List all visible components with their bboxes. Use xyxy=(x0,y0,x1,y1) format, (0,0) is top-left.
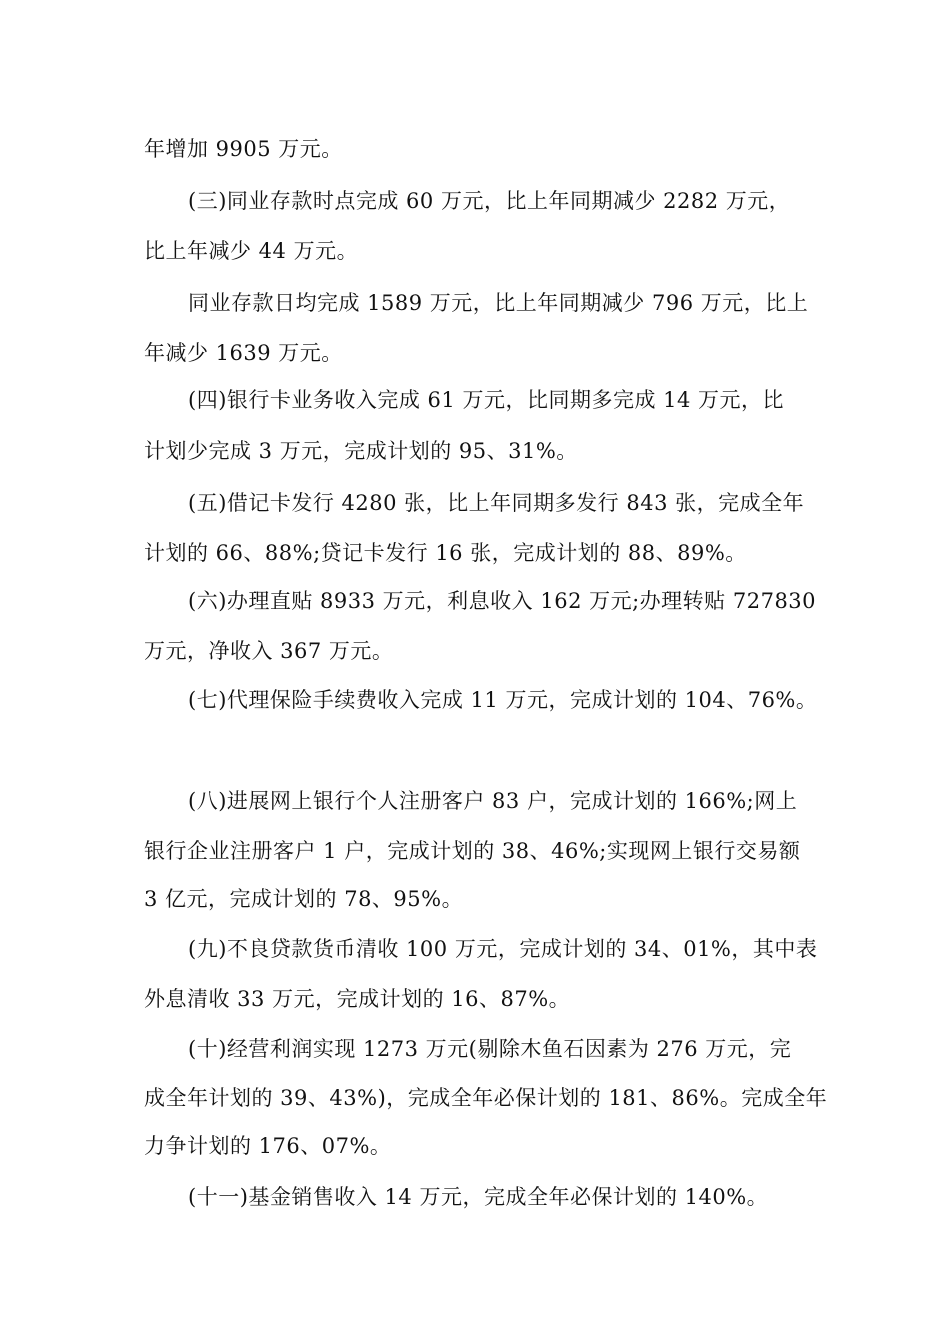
text-line: 力争计划的 176、07%。 xyxy=(144,1134,392,1158)
text-line: 年增加 9905 万元。 xyxy=(144,137,343,161)
text-line: (六)办理直贴 8933 万元，利息收入 162 万元;办理转贴 727830 xyxy=(188,589,817,613)
text-line: 外息清收 33 万元，完成计划的 16、87%。 xyxy=(144,987,571,1011)
text-line: (十一)基金销售收入 14 万元，完成全年必保计划的 140%。 xyxy=(188,1185,769,1209)
text-line: 计划少完成 3 万元，完成计划的 95、31%。 xyxy=(144,439,578,463)
text-line: 同业存款日均完成 1589 万元，比上年同期减少 796 万元，比上 xyxy=(188,291,809,315)
text-line: (五)借记卡发行 4280 张，比上年同期多发行 843 张，完成全年 xyxy=(188,491,805,515)
text-line: 万元，净收入 367 万元。 xyxy=(144,639,394,663)
text-line: (七)代理保险手续费收入完成 11 万元，完成计划的 104、76%。 xyxy=(188,688,818,712)
text-line: 3 亿元，完成计划的 78、95%。 xyxy=(144,887,464,911)
text-line: (四)银行卡业务收入完成 61 万元，比同期多完成 14 万元，比 xyxy=(188,388,785,412)
text-line: 成全年计划的 39、43%)，完成全年必保计划的 181、86%。完成全年 xyxy=(144,1086,828,1110)
text-line: (三)同业存款时点完成 60 万元，比上年同期减少 2282 万元， xyxy=(188,189,791,213)
text-line: 银行企业注册客户 1 户，完成计划的 38、46%;实现网上银行交易额 xyxy=(144,839,801,863)
text-line: (十)经营利润实现 1273 万元(剔除木鱼石因素为 276 万元，完 xyxy=(188,1037,792,1061)
text-line: (九)不良贷款货币清收 100 万元，完成计划的 34、01%，其中表 xyxy=(188,937,818,961)
text-line: 年减少 1639 万元。 xyxy=(144,341,343,365)
text-line: 比上年减少 44 万元。 xyxy=(144,239,359,263)
text-line: (八)进展网上银行个人注册客户 83 户，完成计划的 166%;网上 xyxy=(188,789,798,813)
text-line: 计划的 66、88%;贷记卡发行 16 张，完成计划的 88、89%。 xyxy=(144,541,747,565)
